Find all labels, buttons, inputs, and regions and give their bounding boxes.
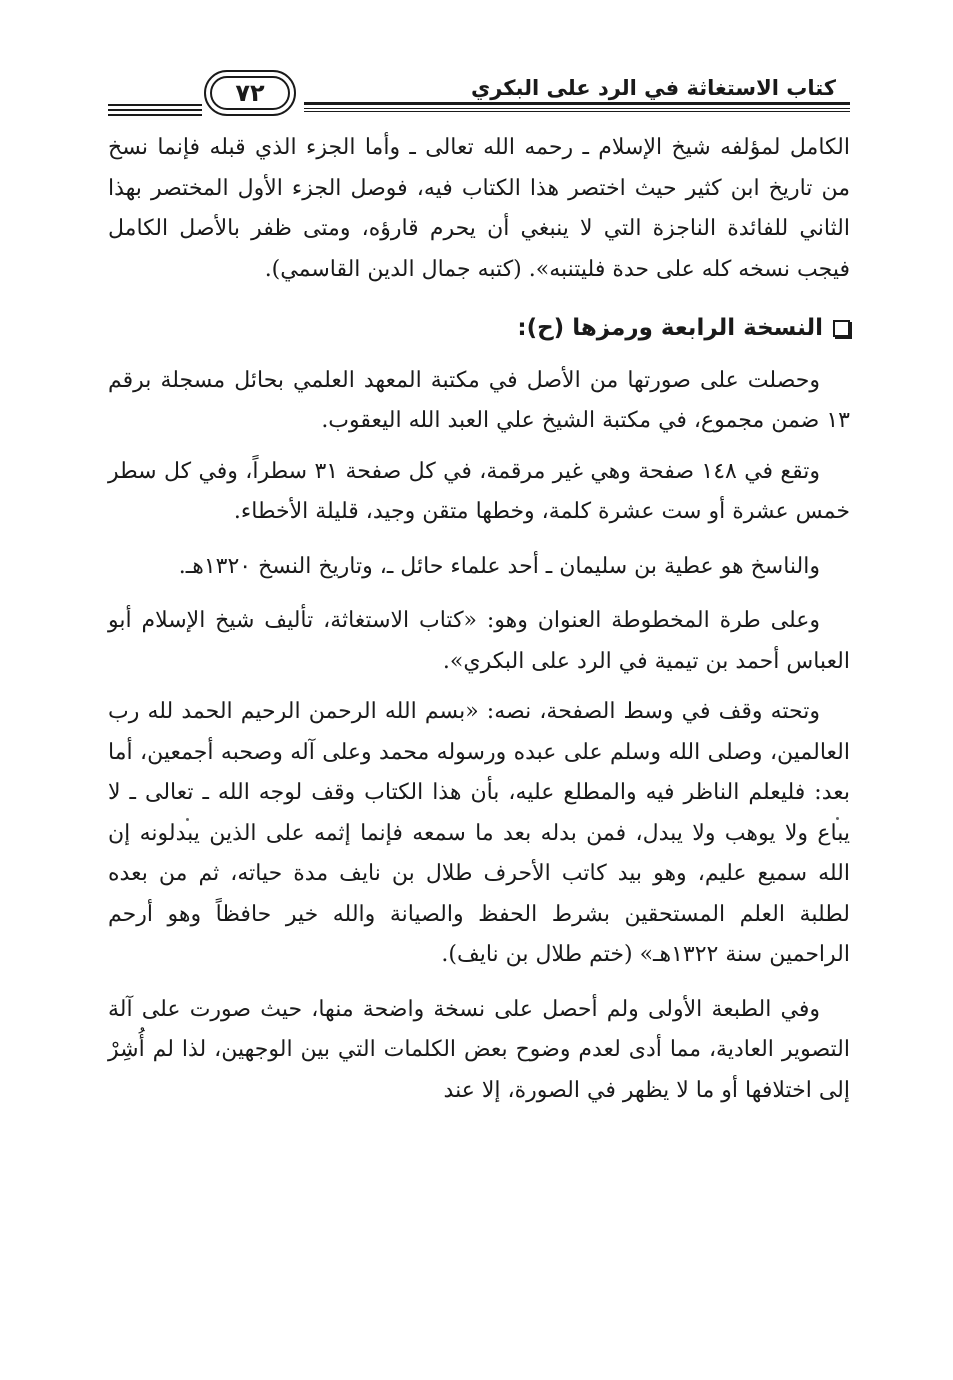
page-header: [108, 66, 850, 126]
square-bullet-icon: [833, 320, 850, 337]
body-text: [108, 128, 850, 1111]
paragraph: وعلى طرة المخطوطة العنوان وهو: «كتاب الاستغاثة، تأليف شيخ الإسلام أبو العباس أحمد بن تيمية في الرد على البكري».: [108, 608, 850, 674]
header-side-ornament: [108, 104, 202, 119]
section-heading-text: النسخة الرابعة ورمزها (ح):: [517, 315, 823, 341]
paragraph: وحصلت على صورتها من الأصل في مكتبة المعهد العلمي بحائل مسجلة برقم ١٣ ضمن مجموع، في مكتبة الشيخ علي العبد الله اليعقوب.: [108, 367, 850, 433]
paragraph: والناسخ هو عطية بن سليمان ـ أحد علماء حائل ـ، وتاريخ النسخ ١٣٢٠هـ.: [178, 553, 820, 579]
page-number-badge: [204, 70, 296, 116]
scan-speck: [836, 817, 839, 820]
page-number: ٧٢: [235, 79, 265, 107]
section-heading: [108, 308, 850, 349]
running-title: كتاب الاستغاثة في الرد على البكري: [470, 76, 836, 100]
paragraph: وتقع في ١٤٨ صفحة وهي غير مرقمة، في كل صفحة ٣١ سطراً، وفي كل سطر خمس عشرة أو ست عشرة كلمة، وخطها متقن وجيد، قليلة الأخطاء.: [108, 458, 850, 524]
paragraph: الكامل لمؤلفه شيخ الإسلام ـ رحمه الله تعالى ـ وأما الجزء الذي قبله فإنما نسخ من تاريخ ابن كثير حيث اختصر هذا الكتاب فيه، فوصل الجزء الأول المختصر بهذا الثاني للفائدة الناجزة التي لا ينبغي أن يحرم قارؤه، ومتى ظفر بالأصل الكامل فيجب نسخه كله على حدة فليتنبه». (كتبه جمال الدين القاسمي).: [108, 135, 850, 282]
header-rules: [304, 102, 850, 114]
paragraph: وفي الطبعة الأولى ولم أحصل على نسخة واضحة منها، حيث صورت على آلة التصوير العادية، مما أدى لعدم وضوح بعض الكلمات التي بين الوجهين، لذا لم أُشِرْ إلى اختلافها أو ما لا يظهر في الصورة، إلا عند: [108, 996, 850, 1103]
paragraph: وتحته وقف في وسط الصفحة، نصه: «بسم الله الرحمن الرحيم الحمد لله رب العالمين، وصلى الله وسلم على عبده ورسوله محمد وعلى آله وصحبه أجمعين، أما بعد: فليعلم الناظر فيه والمطلع عليه، بأن هذا الكتاب وقف لوجه الله ـ تعالى ـ لا يباع ولا يوهب ولا يبدل، فمن بدله بعد ما سمعه فإنما إثمه على الذين يبدلونه إن الله سميع عليم، وهو بيد كاتب الأحرف طلال بن نايف مدة حياته، ثم من بعده لطلبة العلم المستحقين بشرط الحفظ والصيانة والله خير حافظاً وهو أرحم الراحمين سنة ١٣٢٢هـ» (ختم طلال بن نايف).: [108, 699, 850, 967]
scan-speck: [186, 818, 189, 821]
